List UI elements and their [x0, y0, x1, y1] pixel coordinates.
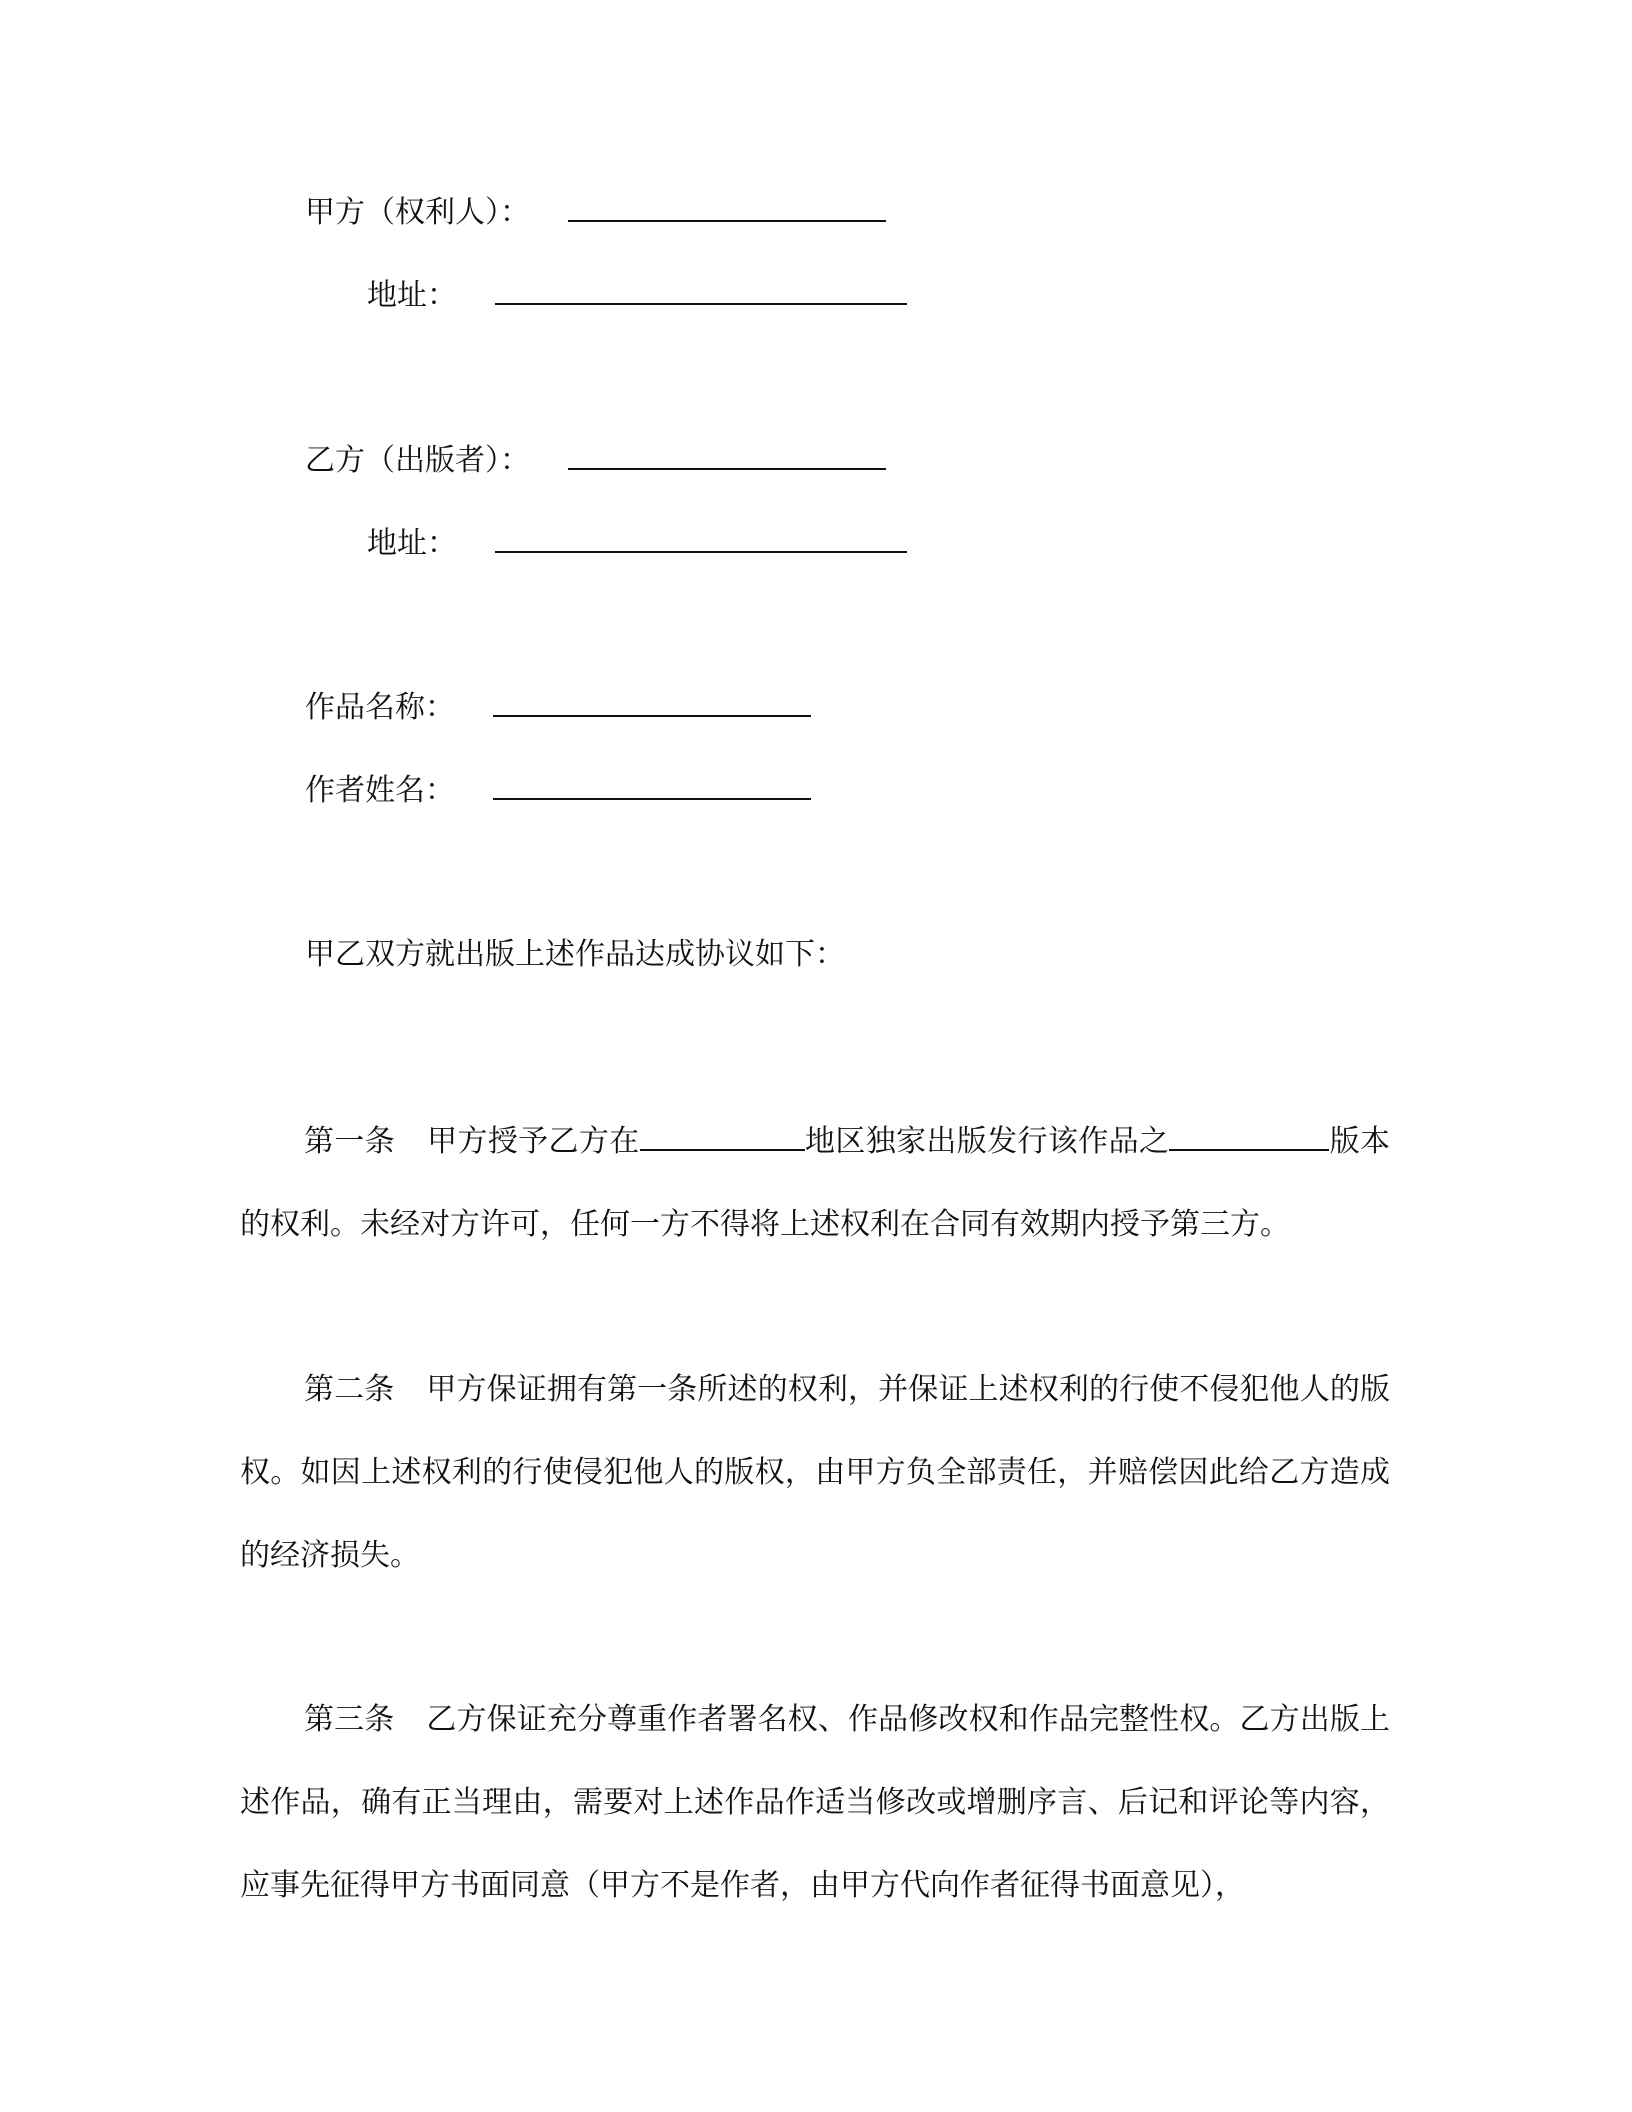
article-1-text-a: 甲方授予乙方在: [427, 1124, 640, 1159]
article-1: [240, 1100, 1390, 1266]
author-name-label: 作者姓名：: [305, 773, 455, 808]
article-2: [240, 1348, 1390, 1597]
article-3-number: 第三条: [304, 1702, 395, 1737]
party-b-address-label: 地址：: [367, 526, 457, 561]
work-title-row: [305, 687, 811, 728]
article-3: [240, 1678, 1390, 1927]
party-a-name-blank[interactable]: [568, 192, 886, 222]
article-2-number: 第二条: [304, 1372, 395, 1407]
article-1-region-blank[interactable]: [640, 1121, 805, 1151]
party-b-address-blank[interactable]: [495, 523, 907, 553]
article-2-text: 甲方保证拥有第一条所述的权利，并保证上述权利的行使不侵犯他人的版权。如因上述权利的行使侵犯他人的版权，由甲方负全部责任，并赔偿因此给乙方造成的经济损失。: [240, 1372, 1391, 1573]
party-b-name-blank[interactable]: [568, 440, 886, 470]
party-a-label: 甲方（权利人）：: [305, 195, 530, 230]
article-3-text: 乙方保证充分尊重作者署名权、作品修改权和作品完整性权。乙方出版上述作品，确有正当理由，需要对上述作品作适当修改或增删序言、后记和评论等内容，应事先征得甲方书面同意（甲方不是作者，由甲方代向作者征得书面意见），: [240, 1702, 1391, 1903]
author-name-row: [305, 770, 811, 811]
article-1-edition-blank[interactable]: [1169, 1121, 1329, 1151]
party-b-row: [305, 440, 886, 481]
article-1-text-b: 地区独家出版发行该作品之: [804, 1124, 1170, 1159]
author-name-blank[interactable]: [493, 770, 811, 800]
party-a-address-label: 地址：: [367, 278, 457, 313]
article-1-number: 第一条: [304, 1124, 396, 1159]
article-1-text-c: 版本的权利。未经对方许可，任何一方不得将上述权利在合同有效期内授予第三方。: [240, 1124, 1391, 1242]
party-a-row: [305, 192, 886, 233]
party-a-address-blank[interactable]: [495, 275, 907, 305]
agreement-intro: 甲乙双方就出版上述作品达成协议如下：: [305, 937, 845, 972]
work-title-label: 作品名称：: [305, 690, 455, 725]
party-b-address-row: [367, 523, 907, 564]
party-a-address-row: [367, 275, 907, 316]
work-title-blank[interactable]: [493, 687, 811, 717]
party-b-label: 乙方（出版者）：: [305, 443, 530, 478]
